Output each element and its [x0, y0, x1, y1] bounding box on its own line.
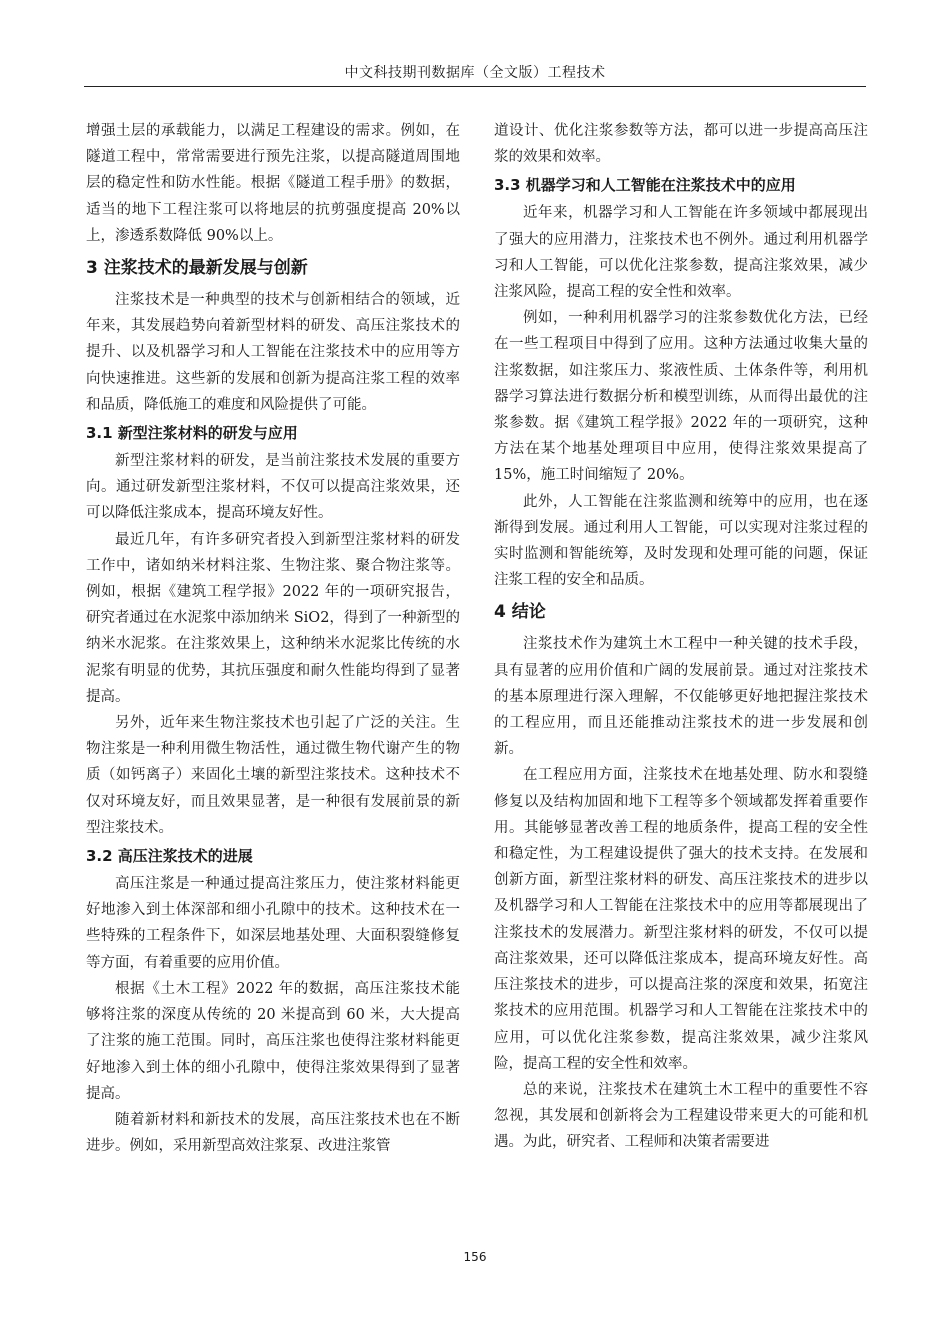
paragraph: 随着新材料和新技术的发展，高压注浆技术也在不断进步。例如，采用新型高效注浆泵、改进注浆管	[86, 1111, 460, 1155]
subsection-heading-3-3: 3.3 机器学习和人工智能在注浆技术中的应用	[494, 176, 796, 195]
page-number: 156	[463, 1250, 487, 1264]
paragraph: 另外，近年来生物注浆技术也引起了广泛的关注。生物注浆是一种利用微生物活性，通过微生物代谢产生的物质（如钙离子）来固化土壤的新型注浆技术。这种技术不仅对环境友好，而且效果显著，是一种很有发展前景的新型注浆技术。	[86, 715, 460, 836]
paragraph: 近年来，机器学习和人工智能在许多领域中都展现出了强大的应用潜力，注浆技术也不例外。通过利用机器学习和人工智能，可以优化注浆参数，提高注浆效果，减少注浆风险，提高工程的安全性和效率。	[494, 205, 868, 301]
section-heading-4: 4 结论	[494, 602, 546, 623]
paragraph: 例如，一种利用机器学习的注浆参数优化方法，已经在一些工程项目中得到了应用。这种方法通过收集大量的注浆数据，如注浆压力、浆液性质、土体条件等，利用机器学习算法进行数据分析和模型训练，从而得出最优的注浆参数。据《建筑工程学报》2022 年的一项研究，这种方法在某个地基处理项目中应用，使得注浆效果提高了 15%，施工时间缩短了 20%。	[494, 310, 868, 484]
paragraph: 根据《土木工程》2022 年的数据，高压注浆技术能够将注浆的深度从传统的 20 米提高到 60 米，大大提高了注浆的施工范围。同时，高压注浆也使得注浆材料能更好地渗入到土体的细小孔隙中，使得注浆效果得到了显著提高。	[86, 980, 460, 1102]
right-column	[494, 118, 868, 1156]
left-column	[86, 118, 460, 1159]
paragraph: 注浆技术是一种典型的技术与创新相结合的领域，近年来，其发展趋势向着新型材料的研发、高压注浆技术的提升、以及机器学习和人工智能在注浆技术中的应用等方向快速推进。这些新的发展和创新为提高注浆工程的效率和品质，降低施工的难度和风险提供了可能。	[86, 292, 460, 413]
header-rule	[84, 86, 866, 87]
paragraph: 新型注浆材料的研发，是当前注浆技术发展的重要方向。通过研发新型注浆材料，不仅可以提高注浆效果，还可以降低注浆成本，提高环境友好性。	[86, 453, 460, 522]
paragraph: 此外，人工智能在注浆监测和统筹中的应用，也在逐渐得到发展。通过利用人工智能，可以实现对注浆过程的实时监测和智能统筹，及时发现和处理可能的问题，保证注浆工程的安全和品质。	[494, 493, 868, 589]
paragraph: 总的来说，注浆技术在建筑土木工程中的重要性不容忽视，其发展和创新将会为工程建设带来更大的可能和机遇。为此，研究者、工程师和决策者需要进	[494, 1081, 868, 1151]
paragraph: 注浆技术作为建筑土木工程中一种关键的技术手段，具有显著的应用价值和广阔的发展前景。通过对注浆技术的基本原理进行深入理解，不仅能够更好地把握注浆技术的工程应用，而且还能推动注浆技术的进一步发展和创新。	[494, 636, 868, 758]
paragraph: 道设计、优化注浆参数等方法，都可以进一步提高高压注浆的效果和效率。	[494, 123, 868, 166]
paragraph: 最近几年，有许多研究者投入到新型注浆材料的研发工作中，诸如纳米材料注浆、生物注浆、聚合物注浆等。例如，根据《建筑工程学报》2022 年的一项研究报告，研究者通过在水泥浆中添加纳米 SiO2，得到了一种新型的纳米水泥浆。在注浆效果上，这种纳米水泥浆比传统的水泥浆有明显的优势，其抗压强度和耐久性能均得到了显著提高。	[86, 531, 460, 705]
section-heading-3: 3 注浆技术的最新发展与创新	[86, 258, 308, 279]
paragraph: 高压注浆是一种通过提高注浆压力，使注浆材料能更好地渗入到土体深部和细小孔隙中的技术。这种技术在一些特殊的工程条件下，如深层地基处理、大面积裂缝修复等方面，有着重要的应用价值。	[86, 876, 460, 971]
paragraph: 在工程应用方面，注浆技术在地基处理、防水和裂缝修复以及结构加固和地下工程等多个领域都发挥着重要作用。其能够显著改善工程的地质条件，提高工程的安全性和稳定性，为工程建设提供了强大的技术支持。在发展和创新方面，新型注浆材料的研发、高压注浆技术的进步以及机器学习和人工智能在注浆技术中的应用等都展现出了注浆技术的发展潜力。新型注浆材料的研发，不仅可以提高注浆效果，还可以降低注浆成本，提高环境友好性。高压注浆技术的进步，可以提高注浆的深度和效果，拓宽注浆技术的应用范围。机器学习和人工智能在注浆技术中的应用，可以优化注浆参数，提高注浆效果，减少注浆风险，提高工程的安全性和效率。	[494, 767, 868, 1072]
subsection-heading-3-2: 3.2 高压注浆技术的进展	[86, 847, 253, 866]
running-header: 中文科技期刊数据库（全文版）工程技术	[344, 65, 606, 81]
paragraph: 增强土层的承载能力，以满足工程建设的需求。例如，在隧道工程中，常常需要进行预先注浆，以提高隧道周围地层的稳定性和防水性能。根据《隧道工程手册》的数据，适当的地下工程注浆可以将地层的抗剪强度提高 20%以上，渗透系数降低 90%以上。	[86, 123, 460, 244]
subsection-heading-3-1: 3.1 新型注浆材料的研发与应用	[86, 424, 298, 443]
